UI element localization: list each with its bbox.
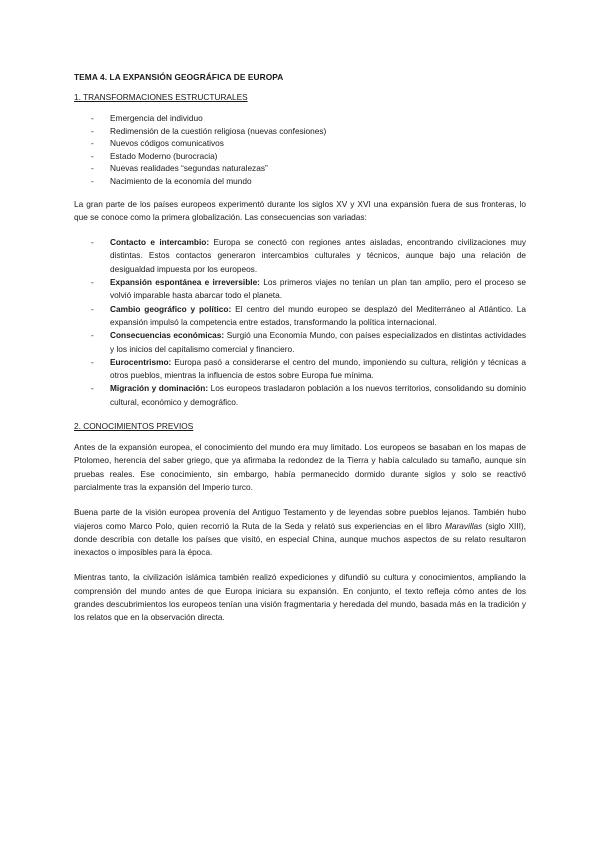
- list-item: - Emergencia del individuo: [74, 112, 526, 125]
- list-item: - Redimensión de la cuestión religiosa (nuevas confesiones): [74, 125, 526, 138]
- document-title: TEMA 4. LA EXPANSIÓN GEOGRÁFICA DE EUROPA: [74, 72, 284, 82]
- consequence-text: Surgió una Economía Mundo, con países especializados en distintas actividades y los inicios del capitalismo comercial y financiero.: [110, 330, 526, 354]
- paragraph-text: (siglo XIII), donde describía con detalle los países que visitó, en especial China, aunque muchos aspectos de su relato resultaron inexactos o imposibles para la época.: [74, 520, 526, 558]
- consequence-text: El centro del mundo europeo se desplazó del Mediterráneo al Atlántico. La expansión impulsó la competencia entre estados, transformando la política internacional.: [110, 303, 526, 327]
- consequence-term: Eurocentrismo:: [110, 356, 172, 367]
- list-item: - Estado Moderno (burocracia): [74, 150, 526, 163]
- consequence-text: Europa se conectó con regiones antes aisladas, encontrando civilizaciones muy distintas. Estos contactos generaron intercambios culturales y técnicos, aunque bajo una relación de desigualdad impuesta por los europeos.: [110, 237, 526, 274]
- consequence-item: [74, 303, 526, 330]
- list-item: - Nacimiento de la economía del mundo: [74, 175, 526, 188]
- consequence-item: [74, 276, 526, 303]
- consequence-text: Los primeros viajes no tenían un plan tan amplio, pero el proceso se volvió imparable hasta abarcar todo el planeta.: [110, 277, 526, 301]
- intro-paragraph: La gran parte de los países europeos experimentó durante los siglos XV y XVI una expansión fuera de sus fronteras, lo que se conoce como la primera globalización. Las consecuencias son variadas:: [74, 198, 526, 222]
- consequence-text: Los europeos trasladaron población a los nuevos territorios, consolidando su dominio cultural, económico y demográfico.: [110, 383, 526, 407]
- consequence-term: Migración y dominación:: [110, 383, 209, 394]
- list-item: - Nuevos códigos comunicativos: [74, 137, 526, 150]
- transformaciones-list: [74, 112, 526, 188]
- consequences-list: [74, 236, 526, 409]
- paragraph-islam: Mientras tanto, la civilización islámica también realizó expediciones y difundió su cultura y conocimientos, ampliando la comprensión del mundo antes de que Europa iniciara su expansión. En conjunto, el texto refleja cómo antes de los grandes descubrimientos los europeos tenían una visión fragmentaria y heredada del mundo, basada más en la tradición y los relatos que en la observación directa.: [74, 572, 526, 623]
- consequence-term: Cambio geográfico y político:: [110, 303, 232, 314]
- paragraph-marco-polo: [74, 506, 526, 559]
- list-item: - Nuevas realidades “segundas naturalezas”: [74, 162, 526, 175]
- consequence-term: Contacto e intercambio:: [110, 237, 210, 248]
- book-title: Maravillas: [444, 520, 483, 531]
- consequence-item: [74, 382, 526, 409]
- consequence-term: Expansión espontánea e irreversible:: [110, 277, 260, 288]
- consequence-text: Europa pasó a considerarse el centro del mundo, imponiendo su cultura, religión y técnicas a otros pueblos, mientras la influencia de estos sobre Europa fue mínima.: [110, 356, 526, 381]
- consequence-term: Consecuencias económicas:: [110, 330, 225, 341]
- consequence-item: [74, 329, 526, 356]
- paragraph-ptolomeo: Antes de la expansión europea, el conocimiento del mundo era muy limitado. Los europeos se basaban en los mapas de Ptolomeo, herencia del saber griego, que ya afirmaba la redondez de la Tierra y había calculado su tamaño, aunque sin pruebas reales. Ese conocimiento, sin embargo, había permanecido dormido durante siglos y solo se reactivó parcialmente tras la expansión del Imperio turco.: [74, 442, 526, 492]
- consequence-item: [74, 356, 526, 383]
- paragraph-text: Buena parte de la visión europea provenía del Antiguo Testamento y de leyendas sobre pueblos lejanos. También hubo viajeros como Marco Polo, quien recorrió la Ruta de la Seda y relató sus experiencias en el libro: [74, 507, 526, 531]
- consequence-item: [74, 236, 526, 276]
- section-heading-transformaciones: 1. TRANSFORMACIONES ESTRUCTURALES: [74, 92, 248, 102]
- section-heading-conocimientos: 2. CONOCIMIENTOS PREVIOS: [74, 421, 194, 432]
